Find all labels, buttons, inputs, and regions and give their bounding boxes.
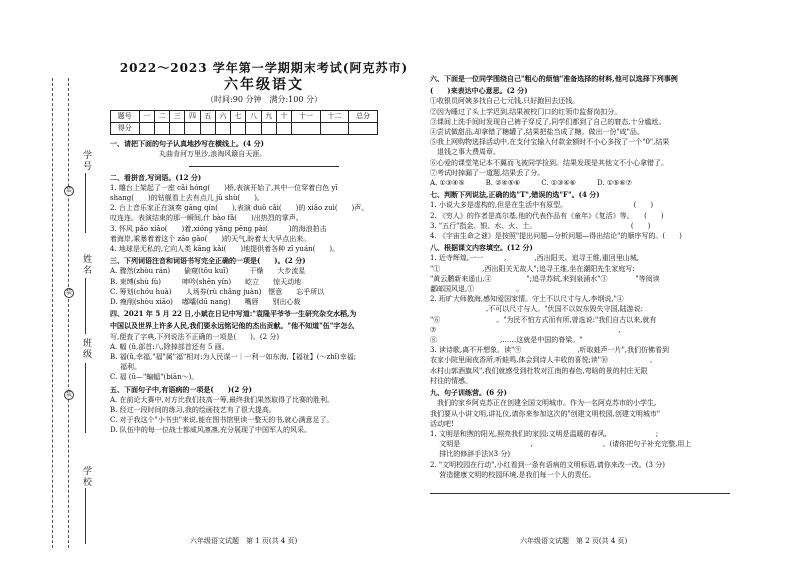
pinyin-q2-cont: 叹连连。表演结束的那一瞬间,什 bào fǎ( )出热烈的掌声。 xyxy=(110,214,303,223)
material-1: ①收银员阿姨多找自己七元钱,只好跑回去还钱。 xyxy=(430,97,580,106)
option-b: B. 福(ǔ,幸福,"福"属"福"相对:为人民谋一｜一利一如东海,【福祉】(～zhǐ)幸福; xyxy=(110,353,357,362)
section-3-heading: 三、下列词语注音和词语书写完全正确的一项是( )。(2 分) xyxy=(110,256,306,266)
binding-dashed-line-inner xyxy=(68,78,69,548)
fill-2-line4: ⑦ , xyxy=(430,325,621,334)
fill-3: 3. 读诗歌,离不开想象。读"⑨ ,听取蛙声一片",我们仿佛看到 xyxy=(430,346,670,355)
score-value-row xyxy=(111,123,378,135)
pinyin-q3-cont: 着海岸,乘暴着着这个 zāo gāo( )的天气,盼着太大早点出来。 xyxy=(110,234,311,243)
material-5: ⑤我上网购物选择活动中,在支付宝输入付款金额时不小心多按了一个"0",结果 xyxy=(430,138,670,147)
score-input[interactable] xyxy=(261,123,276,135)
score-cell: 八 xyxy=(246,111,261,123)
answer-blank[interactable] xyxy=(430,486,752,497)
class-label: 班级 xyxy=(81,338,91,360)
material-4: ④尝试做甜品,却拿错了糖罐了,结果把盐当成了糖。做出一份"咸"品。 xyxy=(430,128,644,137)
section-7-heading: 七、判断下列说法,正确的选"T",错误的选"F"。(4 分) xyxy=(430,190,600,200)
judge-4: 4. 《宇宙生命之谜》是按照"提出问题—分析问题—得出结论"的顺序写的。( ) xyxy=(430,232,682,241)
section-4-heading-cont: 中国以及世界上许多人民,我们要永远铭记他的杰出贡献。"他不知道"伍"字怎么 xyxy=(110,321,355,331)
sentence-q1-cont: 文明是 , 。(请你把句子补充完整,用上 xyxy=(430,440,692,449)
section-6-options: A. ①③④⑤ B. ②④⑤⑥ C. ①③④⑥ D. ①⑤⑥⑦ xyxy=(430,179,632,188)
fill-1: 1. 近寺辉煌,一一 , ,西出阳关。追寻王维,重回里山城, xyxy=(430,254,640,263)
pinyin-q2: 2. 台上音乐家正在演奏 gāng qín( ),表演 duō cǎi( )的 xiǎo zuì( )声。 xyxy=(110,204,369,213)
score-input[interactable] xyxy=(185,123,200,135)
score-input[interactable] xyxy=(154,123,169,135)
fill-2-line2: ,不可以尺寸与人。"伏国不以奴东毁失守国,陆游说: xyxy=(430,305,644,314)
fill-3-line3: 水村山郭酒旗风",我们就感受到杜牧对江南的春色,弯晗的景的村庄无限 xyxy=(430,366,648,375)
school-label: 学校 xyxy=(81,466,91,488)
sentence-q1: 1. 文明是和煦的阳光,照亮我们的家园;文明是温暖的春风, ; xyxy=(430,429,659,438)
fill-2-line3: "⑥ 。"为民不怕方式而有所,曾选说:"我们自古以来,就有 xyxy=(430,315,657,324)
left-column xyxy=(110,60,418,436)
section-4-heading-end: 写,便查了字典,下列说法不正确的一项是( )。(2 分) xyxy=(110,332,280,341)
context-line-2: 我们要从小讲文明,讲礼仪,请你来参加这次的"创建文明校园,创建文明城市" xyxy=(430,409,661,418)
right-column xyxy=(430,72,752,497)
score-cell: 十一 xyxy=(292,111,321,123)
option-c: C. 福 (ǔ—"蝙蝠"(biān～)。 xyxy=(110,373,199,382)
score-input[interactable] xyxy=(200,123,215,135)
fill-1-line3: "黄云鹏新来遥山,④ ";追寻苏轼,来到泉涌水"③ "等阅读 xyxy=(430,274,660,283)
student-no-blank xyxy=(85,173,86,233)
score-cell: 三 xyxy=(170,111,185,123)
class-blank xyxy=(85,363,86,433)
sentence-q2-slogan: 营造健康文明的校园环境,是我们每一个人的责任。 xyxy=(430,470,596,479)
pinyin-q3: 3. 怀风 pǎo xiāo( )着,xióng yǎng pēng pài( )的海浪拍击 xyxy=(110,224,327,233)
score-input[interactable] xyxy=(349,123,378,135)
fill-2-line5: ⑧ ,……这就是中国的脊梁。" xyxy=(430,336,583,345)
score-input[interactable] xyxy=(292,123,321,135)
fill-1-line2: "① ,西出阳关无故人";追寻王维,坐在潮阳先生家庭写: xyxy=(430,264,635,273)
material-3: ③课间上洗手间时发现自己裤子穿反了,同学们都到了自己的窘态,十分尴尬。 xyxy=(430,117,666,126)
judge-1: 1. 小说大多是虚构的,但是在生活中有原型。 ( ) xyxy=(430,201,654,210)
score-input[interactable] xyxy=(276,123,291,135)
pinyin-q1: 1. 雕台上架起了一座 cǎi hóng( )桥,表演开始了,其中一位穿着白色 yī xyxy=(110,183,338,192)
sentence-q1-end: 排比的修辞手法)(3 分) xyxy=(430,450,511,459)
score-row-label: 得分 xyxy=(111,123,140,135)
name-label: 姓名 xyxy=(81,254,91,276)
context-line-3: 活动吧! xyxy=(430,419,454,428)
binding-mark: 装 xyxy=(65,289,72,296)
score-cell: 六 xyxy=(215,111,230,123)
copy-line: 丸曲肯河万里沙,浪淘风簸自天涯。 xyxy=(110,150,267,159)
binding-mark: 装 xyxy=(65,187,72,194)
option-a: A. 幅 (ǔ,部首:八,除掉部首还有 5 画。 xyxy=(110,342,229,351)
fill-3-line4: 村往的情感。 xyxy=(430,376,472,385)
score-input[interactable] xyxy=(246,123,261,135)
section-4-heading: 四、2021 年 5 月 22 日,小斌在日记中写道:"袁隆平爷爷一生研究杂交水稻,为 xyxy=(110,309,357,319)
context-line-1: 我们的家乡阿克苏正在创建全国文明城市。作为一名阿克苏市的小学生, xyxy=(430,399,657,408)
pinyin-q4: 4. 地球是无私的,它向人类 kāng kǎi( )地提供着各种 zī yuán( )。 xyxy=(110,245,340,254)
score-input[interactable] xyxy=(231,123,246,135)
material-7: ⑦考试时掉漏了一道题,结果丢了分。 xyxy=(430,168,545,177)
judge-2: 2. 《穷人》的作者是高尔基,他的代表作品有《童年》《复活》等。 ( ) xyxy=(430,211,664,220)
score-header-row xyxy=(111,111,378,123)
page-footer-left: 六年级语文试题 第 1 页(共 4 页) xyxy=(190,537,298,545)
option-a: A. 在前论大赛中,对方比我们技高一筹,最终我们果然取得了比赛的胜利。 xyxy=(110,395,334,404)
option-d: D. 瘦削(shòu xiāo) 嘟囔(dū nang) 嘴唇 别出心裁 xyxy=(110,298,301,307)
section-6-heading: 六、下面是一位同学围绕自己"粗心的烦恼"准备选择的材料,他可以选择下列事例 xyxy=(430,74,678,83)
material-2: ②因为睡过了头上学迟到,结果被校门口的红领巾监督岗扣分。 xyxy=(430,107,622,116)
score-cell: 十二 xyxy=(320,111,349,123)
score-cell: 七 xyxy=(231,111,246,123)
section-1-heading: 一、请把下面的句子认真地抄写在横线上。(4 分) xyxy=(110,139,264,148)
score-cell: 总分 xyxy=(349,111,378,123)
score-input[interactable] xyxy=(320,123,349,135)
option-c: C. 筹划(chóu huà) 人场券(rù chǎng juàn) 惬意 忘乎所以 xyxy=(110,287,325,296)
section-8-heading: 八、根据课文内容填空。(12 分) xyxy=(430,243,533,253)
score-cell: 题号 xyxy=(111,111,140,123)
score-input[interactable] xyxy=(215,123,230,135)
exam-title: 2022～2023 学年第一学期期末考试(阿克苏市) xyxy=(119,61,409,75)
option-a: A. 骤然(zhòu rán) 偷窥(tōu kuī) 干燥 大步流星 xyxy=(110,267,306,276)
option-d: D. 队伍中的每一位战士都威风凛凛,充分展现了中国军人的风采。 xyxy=(110,426,312,435)
fill-1-line4: 鄱邮国风退,① 。 xyxy=(430,285,524,294)
judge-3: 3. "五行"指金、银、水、火、土。 ( ) xyxy=(430,221,651,230)
score-cell: 五 xyxy=(200,111,215,123)
sentence-q2: 2. "文明校园在行动",小红看到一条有语病的文明标语,请你来改一改。(3 分) xyxy=(430,460,665,469)
score-cell: 四 xyxy=(185,111,200,123)
option-c: C. 对于我这个"小书虫"来说,能在图书馆里读一整天的书,就心满意足了。 xyxy=(110,416,334,425)
binding-margin xyxy=(38,78,98,548)
option-b: B. 束缚(shù fù) 呻吟(shēn yín) 屹立 惊天动地 xyxy=(110,277,302,286)
binding-mark: 装 xyxy=(65,391,72,398)
material-6: ⑥心爱的课堂笔记本不翼而飞被同学捡到。结果发现是其他文不小心拿错了。 xyxy=(430,158,668,167)
option-b-cont: 福利。 xyxy=(120,363,141,372)
score-input[interactable] xyxy=(139,123,154,135)
pinyin-q1-cont: shang( )的钻舰看上去有点儿 jū shù( )。 xyxy=(110,194,264,203)
student-no-label: 学号 xyxy=(81,150,91,172)
binding-dashed-line xyxy=(52,78,53,548)
section-9-heading: 九、句子训练营。(6 分) xyxy=(430,388,507,398)
score-cell: 十 xyxy=(276,111,291,123)
exam-meta: （时间:90 分钟 满分:100 分） xyxy=(206,95,322,104)
score-cell: 二 xyxy=(154,111,169,123)
name-blank xyxy=(85,278,86,334)
section-5-heading: 五、下面句子中,有语病的一项是( )(2 分) xyxy=(110,384,252,394)
material-5-cont: 退钱之事大费周章。 xyxy=(430,148,500,157)
section-2-heading: 二、看拼音,写词语。(12 分) xyxy=(110,172,202,182)
score-table xyxy=(110,110,378,135)
fill-2: 2. 珩旷大师教海,感知爱国家情。守土不以尺寸与人,李纲说,"④ xyxy=(430,295,624,304)
fill-3-line2: 农家小院里闹夜香所,听蛙鸣,体会到诗人丰收的喜悦;读"⑩ , xyxy=(430,356,653,365)
score-input[interactable] xyxy=(170,123,185,135)
option-b: B. 经过一段时间的练习,我的绘画技艺有了很大提高。 xyxy=(110,406,276,415)
section-6-heading-cont: ( )来表达中心意思。(2 分) xyxy=(430,86,528,96)
score-cell: 一 xyxy=(139,111,154,123)
score-cell: 九 xyxy=(261,111,276,123)
exam-subject: 六年级语文 xyxy=(224,77,304,93)
school-blank xyxy=(85,488,86,544)
copy-answer-blank[interactable] xyxy=(110,159,418,170)
page-footer-right: 六年级语文试题 第 2 页(共 4 页) xyxy=(520,537,628,545)
